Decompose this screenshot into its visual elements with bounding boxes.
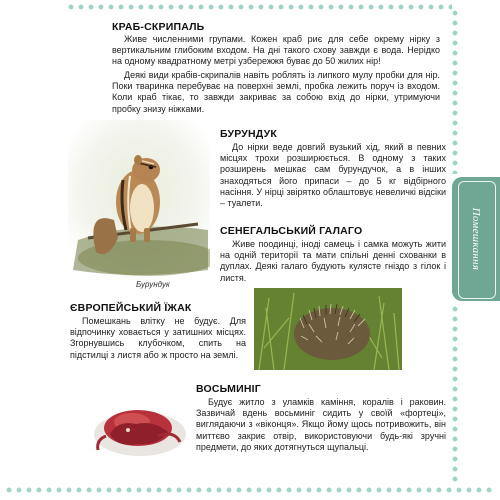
hedgehog-heading: ЄВРОПЕЙСЬКИЙ ЇЖАК bbox=[70, 302, 192, 314]
top-dotted-border bbox=[66, 3, 452, 11]
bottom-dotted-border bbox=[4, 486, 496, 494]
chipmunk-caption: Бурундук bbox=[136, 280, 170, 289]
section-tab bbox=[452, 177, 500, 301]
hedgehog-illustration bbox=[254, 288, 402, 370]
hedgehog-paragraph: Помешкань влітку не будує. Для відпочинку ховається у затишних місцях. Згорнувшись клубочком, спить на підстилці з листя або ж просто на землі. bbox=[70, 316, 246, 360]
hedgehog-photo bbox=[254, 288, 402, 370]
octopus-paragraph: Будує житло з уламків каміння, коралів і раковин. Зазвичай вдень восьминіг сидить у своїй «фортеці», виглядаючи з «віконця». Якщо йому щось потривожить, він миттєво закриє отвір, використовуючи будь-які зручні предмети, до яких дотягнуться щупальці. bbox=[196, 397, 446, 452]
octopus-photo bbox=[88, 390, 188, 462]
galago-heading: СЕНЕГАЛЬСЬКИЙ ГАЛАГО bbox=[220, 225, 363, 237]
chipmunk-photo bbox=[68, 120, 210, 280]
octopus-illustration bbox=[88, 390, 188, 462]
section-tab-label: Помешкання bbox=[470, 207, 482, 271]
galago-paragraph: Живе поодинці, іноді самець і самка можуть жити на одній території та мати спільні денні схованки в дуплах. Деякі галаго будують кулясте гніздо з гілок і листя. bbox=[220, 239, 446, 283]
chipmunk-paragraph: До нірки веде довгий вузький хід, який в певних місцях трохи розширюється. В одному з таких розширень мешкає сам бурундучок, а в інших знаходяться його припаси – до 5 кг відбірного насіння. У нірці звірятко облаштовує невеличкі відсіки – туалети. bbox=[220, 142, 446, 209]
right-dotted-border-lower bbox=[451, 304, 459, 484]
chipmunk-illustration bbox=[68, 120, 210, 280]
octopus-heading: ВОСЬМИНІГ bbox=[196, 383, 261, 395]
chipmunk-heading: БУРУНДУК bbox=[220, 128, 277, 140]
crab-heading: КРАБ-СКРИПАЛЬ bbox=[112, 21, 205, 33]
crab-paragraph-2: Деякі види крабів-скрипалів навіть роблять із липкого мулу пробки для нір. Поки тваринка перебуває на поверхні землі, пробка лежить поруч із входом. Коли краб тікає, то завжди закриває за собою вхід до нірки, утримуючи пробку знизу ніжками. bbox=[112, 70, 440, 114]
crab-paragraph-1: Живе численними групами. Кожен краб риє для себе окрему нірку з вертикальним глибоким входом. На дні такого схову завжди є вода. Нерідко на одному квадратному метрі узбережжя буває до 50 жилих нір! bbox=[112, 34, 440, 67]
right-dotted-border-upper bbox=[451, 8, 459, 174]
